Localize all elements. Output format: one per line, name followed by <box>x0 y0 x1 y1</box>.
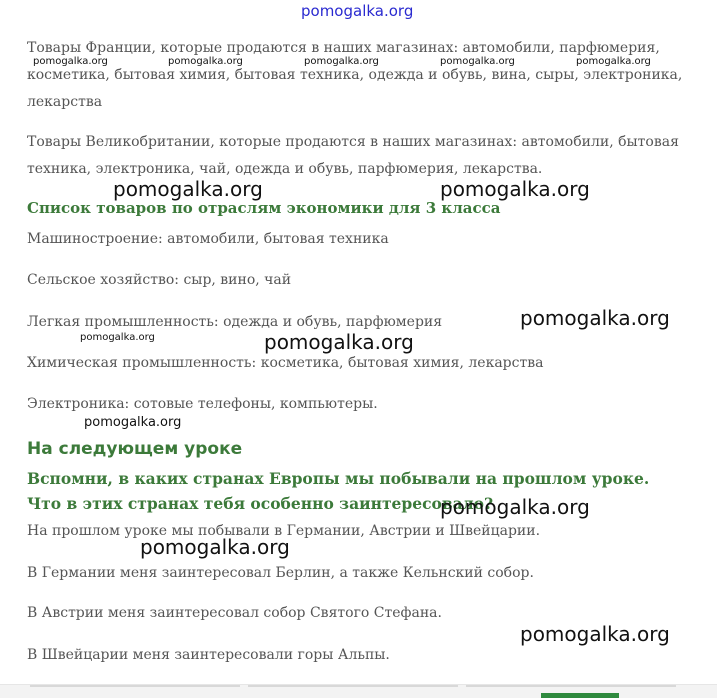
paragraph-switzerland: В Швейцарии меня заинтересовали горы Альпы. <box>27 647 390 663</box>
paragraph-france-goods: Товары Франции, которые продаются в наших магазинах: автомобили, парфюмерия, косметика, бытовая химия, бытовая техника, одежда и обувь, вина, сыры, электроника, лекарства <box>27 40 683 110</box>
watermark: pomogalka.org <box>520 306 670 330</box>
watermark: pomogalka.org <box>168 56 243 67</box>
watermark: pomogalka.org <box>80 332 155 343</box>
watermark: pomogalka.org <box>520 622 670 646</box>
watermark: pomogalka.org <box>440 177 590 201</box>
watermark: pomogalka.org <box>140 535 290 559</box>
watermark: pomogalka.org <box>33 56 108 67</box>
bottom-divider <box>248 685 458 687</box>
watermark: pomogalka.org <box>440 56 515 67</box>
paragraph-chemical: Химическая промышленность: косметика, бытовая химия, лекарства <box>27 355 544 371</box>
paragraph-light-industry: Легкая промышленность: одежда и обувь, парфюмерия <box>27 314 443 330</box>
paragraph-austria: В Австрии меня заинтересовал собор Святого Стефана. <box>27 605 442 621</box>
watermark: pomogalka.org <box>576 56 651 67</box>
green-button-edge[interactable] <box>541 693 619 698</box>
watermark: pomogalka.org <box>304 56 379 67</box>
heading-question: Вспомни, в каких странах Европы мы побывали на прошлом уроке. Что в этих странах тебя особенно заинтересовало? <box>27 469 650 513</box>
heading-next-lesson: На следующем уроке <box>27 439 243 459</box>
bottom-divider <box>30 685 240 687</box>
paragraph-agriculture: Сельское хозяйство: сыр, вино, чай <box>27 272 292 288</box>
paragraph-electronics: Электроника: сотовые телефоны, компьютеры. <box>27 396 378 412</box>
watermark: pomogalka.org <box>264 330 414 354</box>
bottom-toolbar <box>0 684 717 698</box>
watermark: pomogalka.org <box>440 495 590 519</box>
watermark: pomogalka.org <box>84 415 182 430</box>
watermark: pomogalka.org <box>113 177 263 201</box>
cut-off-text-fragment <box>27 10 87 20</box>
paragraph-answer-intro: На прошлом уроке мы побывали в Германии, Австрии и Швейцарии. <box>27 523 541 539</box>
paragraph-britain-goods: Товары Великобритании, которые продаются в наших магазинах: автомобили, бытовая техника, электроника, чай, одежда и обувь, парфюмерия, лекарства. <box>27 134 679 177</box>
paragraph-machinery: Машиностроение: автомобили, бытовая техника <box>27 231 389 247</box>
paragraph-germany: В Германии меня заинтересовал Берлин, а также Кельнский собор. <box>27 565 534 581</box>
watermark-top: pomogalka.org <box>301 2 414 20</box>
heading-goods-list: Список товаров по отраслям экономики для 3 класса <box>27 199 501 217</box>
bottom-divider <box>466 685 676 687</box>
